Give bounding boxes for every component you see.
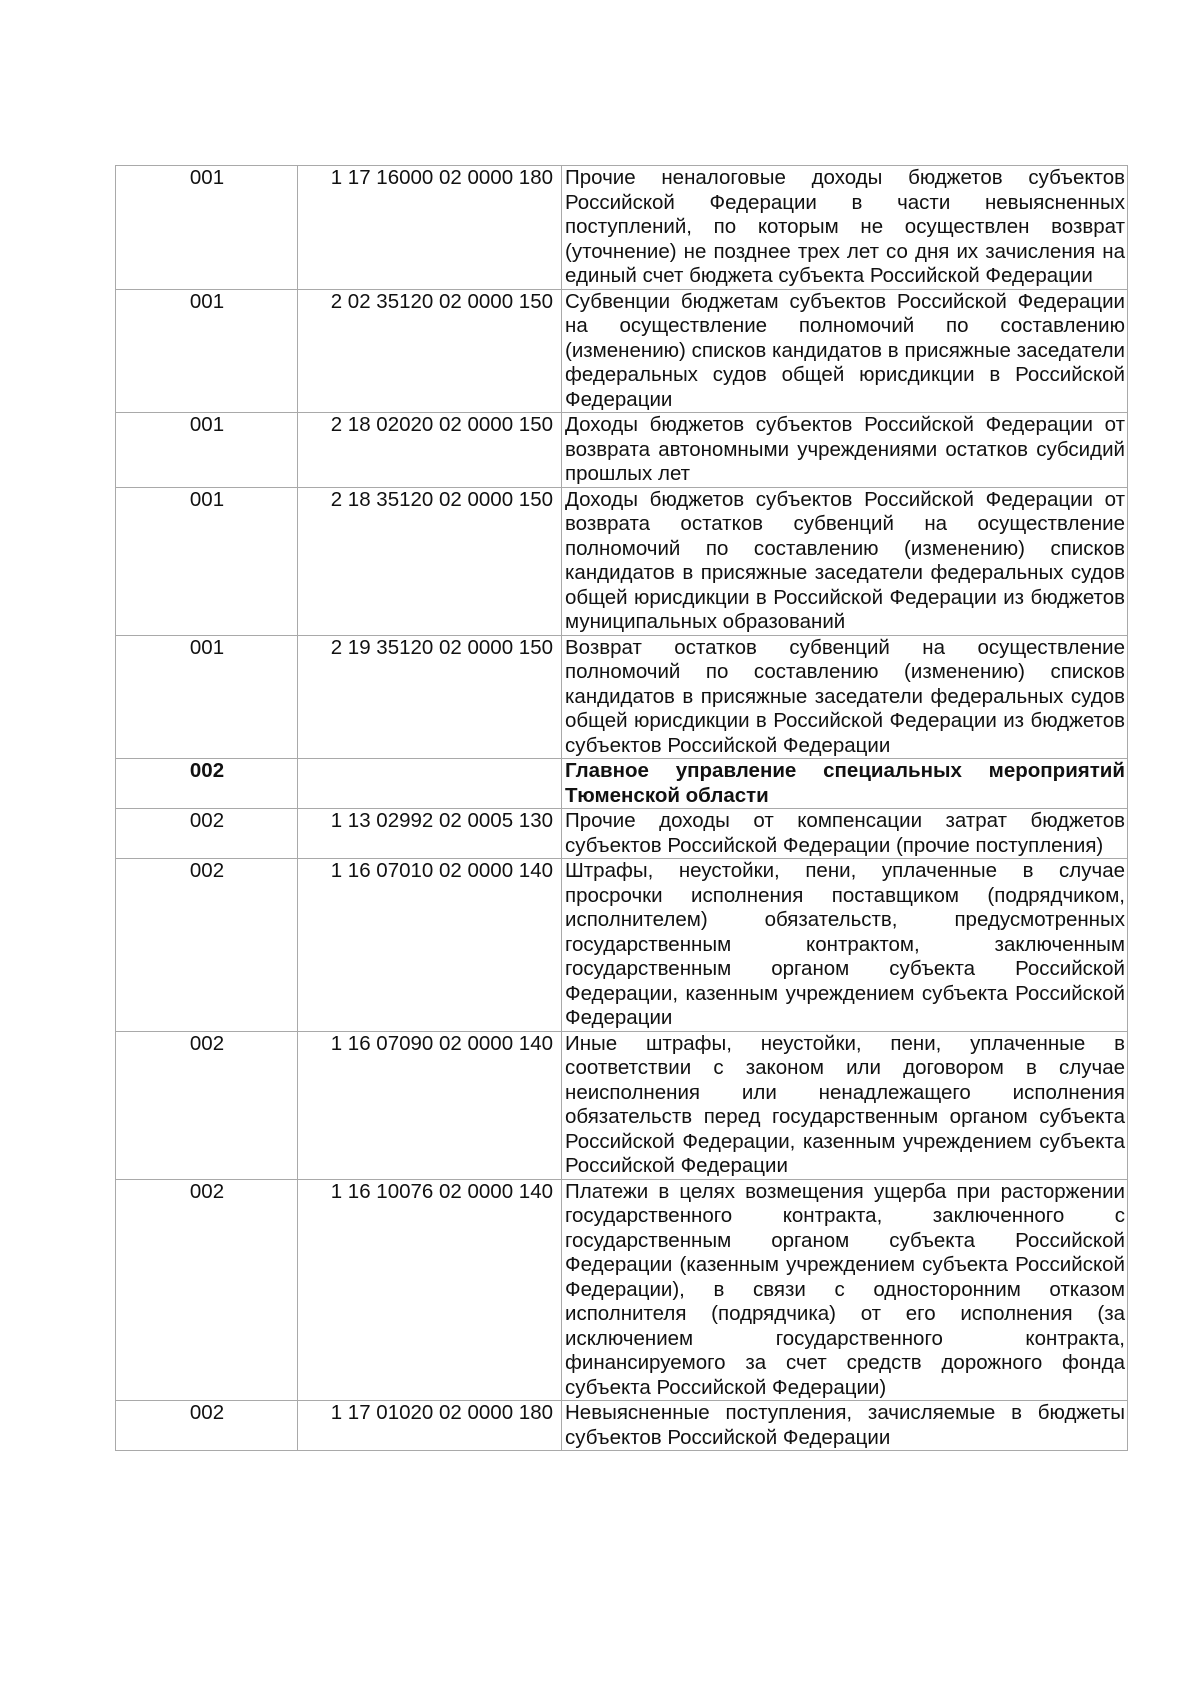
revenue-code-cell: 2 02 35120 02 0000 150 xyxy=(298,289,562,413)
table-row xyxy=(116,1031,1128,1179)
administrator-name-cell: Главное управление специальных мероприятий Тюменской области xyxy=(562,759,1128,809)
revenue-name-cell: Невыясненные поступления, зачисляемые в бюджеты субъектов Российской Федерации xyxy=(562,1401,1128,1451)
admin-code-cell: 001 xyxy=(116,166,298,290)
table-row xyxy=(116,413,1128,488)
revenue-name-cell: Прочие неналоговые доходы бюджетов субъектов Российской Федерации в части невыясненных поступлений, по которым не осуществлен возврат (уточнение) не позднее трех лет со дня их зачисления на единый счет бюджета субъекта Российской Федерации xyxy=(562,166,1128,290)
table-row xyxy=(116,166,1128,290)
revenue-code-cell: 2 18 35120 02 0000 150 xyxy=(298,487,562,635)
revenue-code-cell: 1 17 01020 02 0000 180 xyxy=(298,1401,562,1451)
revenue-code-cell: 1 16 10076 02 0000 140 xyxy=(298,1179,562,1401)
admin-code-cell: 001 xyxy=(116,487,298,635)
section-header-row xyxy=(116,759,1128,809)
admin-code-cell: 001 xyxy=(116,635,298,759)
admin-code-cell: 002 xyxy=(116,1179,298,1401)
table-row xyxy=(116,487,1128,635)
revenue-name-cell: Возврат остатков субвенций на осуществление полномочий по составлению (изменению) списков кандидатов в присяжные заседатели федеральных судов общей юрисдикции в Российской Федерации из бюджетов субъектов Российской Федерации xyxy=(562,635,1128,759)
revenue-name-cell: Платежи в целях возмещения ущерба при расторжении государственного контракта, заключенного с государственным органом субъекта Российской Федерации (казенным учреждением субъекта Российской Федерации), в связи с односторонним отказом исполнителя (подрядчика) от его исполнения (за исключением государственного контракта, финансируемого за счет средств дорожного фонда субъекта Российской Федерации) xyxy=(562,1179,1128,1401)
revenue-code-cell: 1 13 02992 02 0005 130 xyxy=(298,809,562,859)
revenue-code-cell: 2 19 35120 02 0000 150 xyxy=(298,635,562,759)
admin-code-cell: 002 xyxy=(116,1401,298,1451)
revenue-code-cell: 1 16 07010 02 0000 140 xyxy=(298,859,562,1032)
revenue-name-cell: Иные штрафы, неустойки, пени, уплаченные в соответствии с законом или договором в случае неисполнения или ненадлежащего исполнения обязательств перед государственным органом субъекта Российской Федерации, казенным учреждением субъекта Российской Федерации xyxy=(562,1031,1128,1179)
revenue-name-cell: Прочие доходы от компенсации затрат бюджетов субъектов Российской Федерации (прочие поступления) xyxy=(562,809,1128,859)
table-row xyxy=(116,1179,1128,1401)
revenue-code-cell: 2 18 02020 02 0000 150 xyxy=(298,413,562,488)
revenue-name-cell: Штрафы, неустойки, пени, уплаченные в случае просрочки исполнения поставщиком (подрядчиком, исполнителем) обязательств, предусмотренных государственным контрактом, заключенным государственным органом субъекта Российской Федерации, казенным учреждением субъекта Российской Федерации xyxy=(562,859,1128,1032)
revenue-name-cell: Доходы бюджетов субъектов Российской Федерации от возврата автономными учреждениями остатков субсидий прошлых лет xyxy=(562,413,1128,488)
revenue-name-cell: Доходы бюджетов субъектов Российской Федерации от возврата остатков субвенций на осуществление полномочий по составлению (изменению) списков кандидатов в присяжные заседатели федеральных судов общей юрисдикции в Российской Федерации из бюджетов муниципальных образований xyxy=(562,487,1128,635)
table-row xyxy=(116,859,1128,1032)
table-row xyxy=(116,289,1128,413)
admin-code-cell: 001 xyxy=(116,289,298,413)
admin-code-cell: 001 xyxy=(116,413,298,488)
revenue-code-cell xyxy=(298,759,562,809)
table-row xyxy=(116,809,1128,859)
revenue-code-cell: 1 17 16000 02 0000 180 xyxy=(298,166,562,290)
admin-code-cell: 002 xyxy=(116,859,298,1032)
admin-code-cell: 002 xyxy=(116,759,298,809)
table-row xyxy=(116,1401,1128,1451)
admin-code-cell: 002 xyxy=(116,809,298,859)
admin-code-cell: 002 xyxy=(116,1031,298,1179)
table-row xyxy=(116,635,1128,759)
revenue-code-cell: 1 16 07090 02 0000 140 xyxy=(298,1031,562,1179)
revenue-name-cell: Субвенции бюджетам субъектов Российской Федерации на осуществление полномочий по составлению (изменению) списков кандидатов в присяжные заседатели федеральных судов общей юрисдикции в Российской Федерации xyxy=(562,289,1128,413)
revenue-codes-table xyxy=(115,165,1128,1451)
